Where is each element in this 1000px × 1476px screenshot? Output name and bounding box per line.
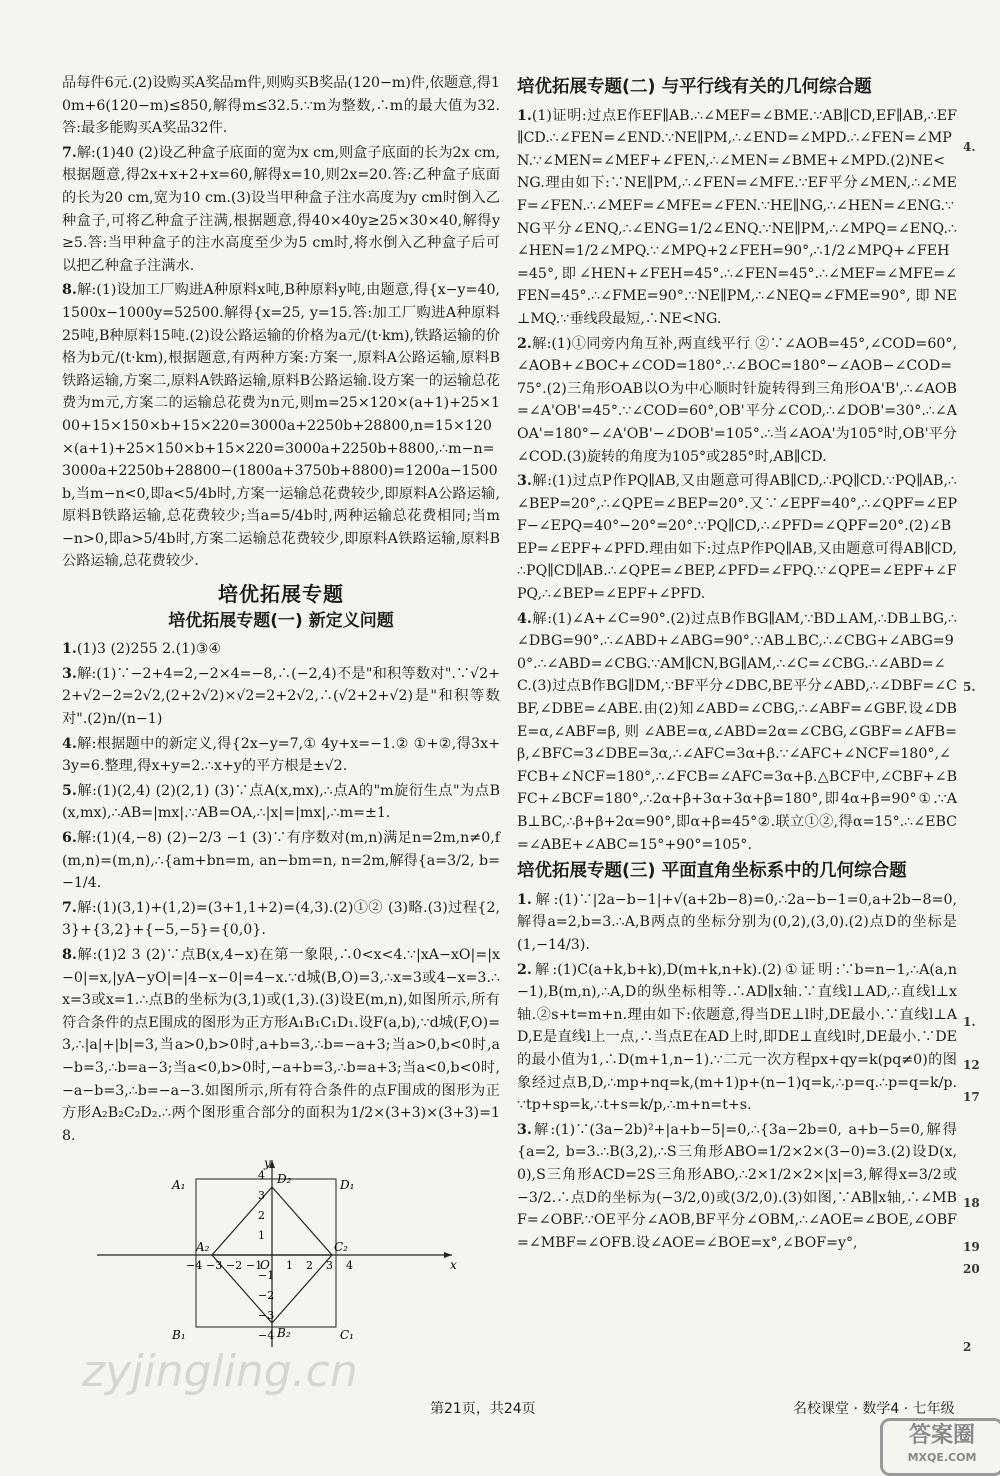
x-tick-label: −4 (186, 1259, 203, 1273)
y-tick-label: 3 (258, 1189, 265, 1203)
y-tick-label: 2 (258, 1209, 265, 1223)
answer-item (517, 959, 957, 1117)
y-tick-label: 1 (258, 1229, 265, 1243)
edge-mark: 19 (963, 1240, 980, 1254)
edge-mark: 1. (963, 1015, 976, 1029)
edge-strip (957, 0, 1000, 1471)
answer-number: 3. (517, 473, 532, 490)
watermark-badge (880, 1418, 1000, 1476)
footer-brand: 名校课堂 · 数学4 · 七年级 (793, 1401, 955, 1417)
x-tick-label: 1 (286, 1259, 293, 1273)
y-tick-label: −1 (258, 1269, 275, 1283)
edge-mark: 18 (963, 1196, 980, 1210)
y-tick-label: −4 (258, 1329, 275, 1343)
answer-number: 8. (62, 282, 77, 299)
answer-number: 5. (62, 782, 77, 799)
answer-item (62, 663, 500, 731)
edge-mark: 5. (963, 680, 976, 694)
left-column (62, 72, 500, 1363)
answer-text: 解:(1)40 (2)设乙种盒子底面的宽为x cm,则盒子底面的长为2x cm,根据题意,得2x+x+2+x=60,解得x=10,则2x=20.答:乙种盒子底面的长为20 cm,宽为10 cm.(3)设当甲种盒子注水高度为y cm时倒入乙种盒子,可将乙种盒子注满,根据题意,得40×40y≥25×30×40,解得y≥5.答:当甲种盒子的注水高度至少为5 cm时,将水倒入乙种盒子后可以把乙种盒子注满水. (62, 144, 500, 274)
answer-text: 解:(1)(4,−8) (2)−2/3 −1 (3)∵有序数对(m,n)满足n=2m,n≠0,f(m,n)=(m,n),∴{am+bn=m, an−bm=n, n=2m,解得{a=3/2, b=−1/4. (62, 830, 500, 892)
answer-text: 解:(1)(2,4) (2)(2,1) (3)∵点A(x,mx),∴点A的"m旋衍生点"为点B(x,mx),∴AB=|mx|.∵AB=OA,∴|x|=|mx|,∴m=±1. (62, 782, 500, 822)
edge-mark: 17 (963, 1090, 980, 1104)
answer-item (517, 1119, 957, 1255)
y-tick-label: −3 (258, 1309, 275, 1323)
answer-item (62, 733, 500, 778)
answer-item (62, 279, 500, 573)
x-tick-label: 3 (326, 1259, 333, 1273)
label-d1: D₁ (340, 1178, 355, 1193)
answer-text: 解:(1)C(a+k,b+k),D(m+k,n+k).(2)①证明:∵b=n−1,∴A(a,n−1),B(m,n),∴A,D的纵坐标相等.∴AD∥x轴.∵直线l⊥AD,∴直线l⊥x轴.②s+t=m+n.理由如下:依题意,得当DE⊥l时,DE最小.∵直线l⊥AD,E是直线l上一点,∴当点E在AD上时,即DE⊥直线l时,DE最小.∵DE的最小值为1,∴D(m+1,n−1).∵二元一次方程px+qy=k(pq≠0)的图象经过点B,D,∴mp+nq=k,(m+1)p+(n−1)q=k,∴p=q.∴p=q=k/p.∵tp+sp=k,∴t+s=k/p,∴m+n=t+s. (517, 961, 957, 1114)
section-2-title: 培优拓展专题(二) 与平行线有关的几何综合题 (517, 77, 872, 97)
answer-item (517, 608, 957, 857)
answer-text: 解:(1)设加工厂购进A种原料x吨,B种原料y吨,由题意,得{x−y=40, 1500x−1000y=52500.解得{x=25, y=15.答:加工厂购进A种原料25吨,B种原料15吨.(2)设公路运输的价格为a元/(t·km),铁路运输的价格为b元/(t·km),根据题意,有两种方案:方案一,原料A公路运输,原料B铁路运输,方案二,原料A铁路运输,原料B公路运输.设方案一的运输总花费为m元,方案二的运输总花费为n元,则m=25×120×(a+1)+25×100+15×150×b+15×220=3000a+2250b+28800,n=15×120×(a+1)+25×150×b+15×220=3000a+2250b+8800,∴m−n=3000a+2250b+28800−(1800a+3750b+8800)=1200a−1500b,当m−n<0,即a<5/4b时,方案一运输总花费较少,即原料A公路运输,原料B铁路运输,总花费较少;当a=5/4b时,两种运输总花费相同;当m−n>0,即a>5/4b时,方案二运输总花费较少,即原料A铁路运输,原料B公路运输,总花费较少. (62, 282, 500, 570)
edge-mark: 2 (963, 1340, 972, 1354)
badge-main: 答案圈 (908, 1423, 975, 1448)
section-2-items (517, 105, 957, 857)
answer-text: 解:(1)(3,1)+(1,2)=(3+1,1+2)=(4,3).(2)①② (3)略.(3)过程{2,3}+{3,2}+{−5,−5}={0,0}. (62, 899, 500, 939)
answer-item (62, 142, 500, 278)
answer-number: 3. (517, 1121, 532, 1138)
y-tick-label: −2 (258, 1289, 275, 1303)
answer-item (62, 944, 500, 1147)
section-3-title: 培优拓展专题(三) 平面直角坐标系中的几何综合题 (517, 861, 907, 882)
answer-item (517, 105, 957, 331)
badge-sub: MXQE.COM (907, 1451, 977, 1464)
x-tick-label: 4 (346, 1259, 353, 1273)
y-tick-label: 4 (258, 1169, 265, 1183)
answer-text: 解:根据题中的新定义,得{2x−y=7,① 4y+x=−1.② ①+②,得3x+3y=6.整理,得x+y=2.∴x+y的平方根是±√2. (62, 735, 500, 775)
answer-number: 1. (62, 641, 77, 658)
answer-number: 2. (517, 335, 532, 352)
answer-text: 解:(1)2 3 (2)∵点B(x,4−x)在第一象限,∴0<x<4.∵|xA−xO|=|x−0|=x,|yA−yO|=|4−x−0|=4−x.∵d城(B,O)=3,∴x=3或4−x=3.∴x=3或x=1.∴点B的坐标为(3,1)或(1,3).(3)设E(m,n),如图所示,所有符合条件的点E围成的图形为正方形A₁B₁C₁D₁.设F(a,b),∵d城(F,O)=3,∴|a|+|b|=3,当a>0,b>0时,a+b=3,∴b=−a+3;当a>0,b<0时,a−b=3,∴b=a−3;当a<0,b>0时,−a+b=3,∴b=a+3;当a<0,b<0时,−a−b=3,∴b=−a−3.如图所示,所有符合条件的点F围成的图形为正方形A₂B₂C₂D₂.∴两个图形重合部分的面积为1/2×(3+3)×(3+3)=18. (62, 946, 500, 1144)
label-a2: A₂ (196, 1240, 210, 1255)
label-b2: B₂ (277, 1326, 291, 1341)
x-tick-label: 2 (306, 1259, 313, 1273)
answer-text: 解:(1)∠A+∠C=90°.(2)过点B作BG∥AM,∵BD⊥AM,∴DB⊥BG,∴∠DBG=90°.∴∠ABD+∠ABG=90°.∵AB⊥BC,∴∠CBG+∠ABG=90°.∴∠ABD=∠CBG.∵AM∥CN,BG∥AM,∴∠C=∠CBG.∴∠ABD=∠C.(3)过点B作BG∥DM,∵BF平分∠DBC,BE平分∠ABD,∴∠DBF=∠CBF,∠DBE=∠ABE.由(2)知∠ABD=∠CBG,∴∠ABF=∠GBF.设∠DBE=α,∠ABF=β,则∠ABE=α,∠ABD=2α=∠CBG,∠GBF=∠AFB=β,∠BFC=3∠DBE=3α,∴∠AFC=3α+β.∵∠AFC+∠NCF=180°,∠FCB+∠NCF=180°,∴∠FCB=∠AFC=3α+β.△BCF中,∠CBF+∠BFC+∠BCF=180°,∴2α+β+3α+3α+β=180°,即4α+β=90°①.∵AB⊥BC,∴β+β+2α=90°,即α+β=45°②.联立①②,得α=15°.∴∠EBC=∠ABE+∠ABC=15°+90°=105°. (517, 610, 957, 853)
answer-number: 4. (517, 610, 532, 627)
answer-item (517, 333, 957, 469)
answer-number: 7. (62, 899, 77, 916)
section-3-items (517, 889, 957, 1255)
answer-number: 2. (517, 961, 532, 978)
answer-text: 解:(1)①同旁内角互补,两直线平行 ②∵∠AOB=45°,∠COD=60°,∠AOB+∠BOC+∠COD=180°.∴∠BOC=180°−∠AOB−∠COD=75°.(2)三角形OAB以O为中心顺时针旋转得到三角形OA'B',∴∠AOB=∠A'OB'=45°.∵∠COD=60°,OB'平分∠COD,∴∠DOB'=30°.∴∠AOA'=180°−∠A'OB'−∠DOB'=105°.∴当∠AOA'为105°时,OB'平分∠COD.(3)旋转的角度为105°或285°时,AB∥CD. (517, 335, 957, 465)
answer-text: 解:(1)∵(3a−2b)²+|a+b−5|=0,∴{3a−2b=0, a+b−5=0,解得{a=2, b=3.∴B(3,2),∴S三角形ABO=1/2×2×(3−0)=3.(2)设D(x,0),S三角形ACD=2S三角形ABO,∴2×1/2×2×|x|=3,解得x=3/2或−3/2.∴点D的坐标为(−3/2,0)或(3/2,0).(3)如图,∵AB∥x轴,∴∠MBF=∠OBF.∵OE平分∠AOB,BF平分∠OBM,∴∠AOE=∠BOE,∠OBF=∠MBF=∠OFB.设∠AOE=∠BOE=x°,∠BOF=y°, (517, 1121, 957, 1251)
answer-item (62, 827, 500, 895)
square-a1b1c1d1 (196, 1179, 336, 1327)
label-c1: C₁ (340, 1328, 354, 1343)
answer-item (517, 470, 957, 606)
origin-label: O (260, 1258, 270, 1273)
answer-text: 品每件6元.(2)设购买A奖品m件,则购买B奖品(120−m)件,依题意,得10m+6(120−m)≤850,解得m≤32.5.∵m为整数,∴m的最大值为32.答:最多能购买A奖品32件. (62, 75, 500, 137)
watermark-left: zyjingling.cn (82, 1346, 358, 1397)
x-tick-label: −2 (226, 1259, 243, 1273)
x-axis-label: x (450, 1258, 457, 1273)
left-items (62, 638, 500, 1147)
label-d2: D₂ (277, 1172, 292, 1187)
big-title: 培优拓展专题 (218, 582, 344, 607)
label-c2: C₂ (334, 1240, 348, 1255)
label-a1: A₁ (172, 1178, 186, 1193)
sub-title: 培优拓展专题(一) 新定义问题 (168, 610, 394, 631)
right-column (517, 72, 957, 1256)
answer-number: 6. (62, 830, 77, 846)
left-intro (62, 72, 500, 573)
answer-number: 7. (62, 144, 77, 161)
coordinate-figure (62, 1155, 500, 1355)
x-tick-label: −1 (246, 1259, 263, 1273)
answer-text: (1)3 (2)255 2.(1)③④ (76, 641, 222, 658)
answer-text: (1)证明:过点E作EF∥AB.∴∠MEF=∠BME.∵AB∥CD,EF∥AB,∴EF∥CD.∴∠FEN=∠END.∵NE∥PM,∴∠END=∠MPD.∴∠FEN=∠MPN.∵∠MEN=∠MEF+∠FEN,∴∠MEN=∠BME+∠MPD.(2)NE<NG.理由如下:∵NE∥PM,∴∠FEN=∠MFE.∵EF平分∠MEN,∴∠MEF=∠FEN.∴∠MEF=∠MFE=∠FEN.∵HE∥NG,∴∠HEN=∠ENG.∵NG平分∠ENQ,∴∠ENG=1/2∠ENQ.∵NE∥PM,∴∠MPQ=∠ENQ.∴∠HEN=1/2∠MPQ.∵∠MPQ+2∠FEH=90°,∴1/2∠MPQ+∠FEH=45°,即∠HEN+∠FEH=45°.∴∠FEN=45°.∴∠MEF=∠MFE=∠FEN=45°.∴∠FME=90°.∵NE∥PM,∴∠NEQ=∠FME=90°,即NE⊥MQ.∵垂线段最短,∴NE<NG. (517, 107, 957, 327)
y-axis-label: y (264, 1156, 271, 1171)
answer-text: 解:(1)过点P作PQ∥AB,又由题意可得AB∥CD,∴PQ∥CD.∵PQ∥AB,∴∠BEP=20°,∴∠QPE=∠BEP=20°.又∵∠EPF=40°,∴∠QPF=∠EPF−∠EPQ=40°−20°=20°.∵PQ∥CD,∴∠PFD=∠QPF=20°.(2)∠BEP=∠EPF+∠PFD.理由如下:过点P作PQ∥AB,又由题意可得AB∥CD,∴PQ∥CD∥AB.∴∠QPE=∠BEP,∠PFD=∠FPQ.∵∠QPE=∠EPF+∠FPQ,∴∠BEP=∠EPF+∠PFD. (517, 473, 957, 603)
answer-item (517, 889, 957, 957)
edge-mark: 20 (963, 1262, 980, 1276)
answer-item (62, 72, 500, 140)
x-tick-label: −3 (206, 1259, 223, 1273)
answer-number: 4. (62, 735, 77, 752)
page-number: 第21页，共24页 (430, 1401, 536, 1417)
label-b1: B₁ (172, 1328, 186, 1343)
answer-number: 1. (517, 107, 532, 124)
answer-number: 1. (517, 891, 532, 908)
answer-number: 8. (62, 946, 77, 963)
answer-item (62, 897, 500, 942)
edge-mark: 12 (963, 1058, 980, 1072)
answer-item (62, 780, 500, 825)
answer-text: 解:(1)∵|2a−b−1|+√(a+2b−8)=0,∴2a−b−1=0,a+2b−8=0,解得a=2,b=3.∴A,B两点的坐标分别为(0,2),(3,0).(2)点D的坐标是(1,−14/3). (517, 891, 957, 953)
answer-text: 解:(1)∵−2+4=2,−2×4=−8,∴(−2,4)不是"和积等数对".∵√2+2+√2−2=2√2,(2+2√2)×√2=2+2√2,∴(√2+2+√2)是"和积等数对".(2)n/(n−1) (62, 665, 500, 728)
answer-number: 3. (62, 665, 77, 682)
edge-mark: 4. (963, 140, 976, 154)
answer-item (62, 638, 500, 661)
